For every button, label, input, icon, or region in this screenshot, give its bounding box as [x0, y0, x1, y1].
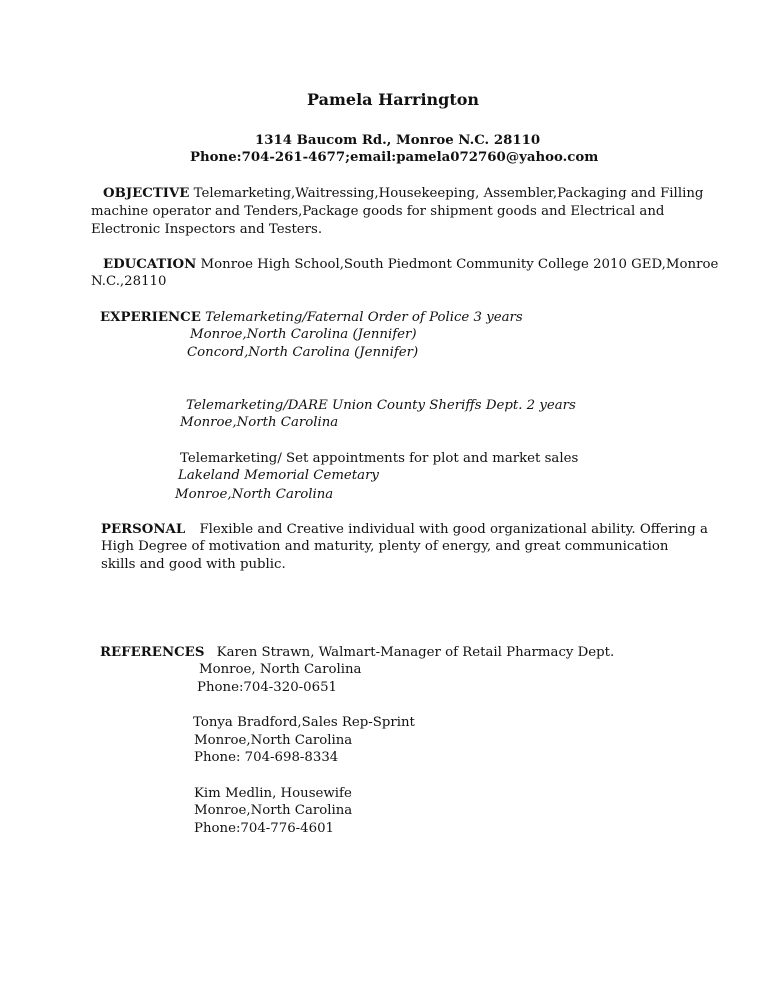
address-line: 1314 Baucom Rd., Monroe N.C. 28110 — [255, 133, 541, 148]
job-3-title: Telemarketing/ Set appointments for plot and market sales — [180, 451, 579, 466]
job-1-location-2: Concord,North Carolina (Jennifer) — [187, 345, 419, 360]
job-1-title: Telemarketing/Faternal Order of Police 3 years — [205, 310, 523, 325]
experience-label: EXPERIENCE — [100, 310, 201, 325]
reference-2-name: Tonya Bradford,Sales Rep-Sprint — [193, 715, 415, 730]
reference-3-name: Kim Medlin, Housewife — [194, 786, 352, 801]
education-text-line-2: N.C.,28110 — [91, 274, 167, 289]
objective-section — [91, 185, 703, 203]
experience-section — [100, 309, 523, 327]
reference-3-phone: Phone:704-776-4601 — [194, 821, 335, 836]
contact-line: Phone:704-261-4677;email:pamela072760@yahoo.com — [190, 150, 599, 165]
objective-text-line-2: machine operator and Tenders,Package goods for shipment goods and Electrical and — [91, 204, 665, 219]
job-3-employer: Lakeland Memorial Cemetary — [178, 468, 379, 483]
personal-text-line-3: skills and good with public. — [101, 557, 286, 572]
reference-1-name: Karen Strawn, Walmart-Manager of Retail Pharmacy Dept. — [216, 645, 615, 660]
job-3-location: Monroe,North Carolina — [175, 487, 334, 502]
reference-2-location: Monroe,North Carolina — [194, 733, 353, 748]
objective-label: OBJECTIVE — [103, 186, 190, 201]
reference-1-phone: Phone:704-320-0651 — [197, 680, 338, 695]
reference-3-location: Monroe,North Carolina — [194, 803, 353, 818]
education-label: EDUCATION — [103, 257, 197, 272]
education-section — [91, 256, 718, 274]
objective-text-line-3: Electronic Inspectors and Testers. — [91, 222, 323, 237]
job-2-location: Monroe,North Carolina — [180, 415, 339, 430]
reference-2-phone: Phone: 704-698-8334 — [194, 750, 339, 765]
reference-1-location: Monroe, North Carolina — [199, 662, 362, 677]
education-text-line-1: Monroe High School,South Piedmont Community College 2010 GED,Monroe — [200, 257, 719, 272]
job-2-title: Telemarketing/DARE Union County Sheriffs Dept. 2 years — [186, 398, 576, 413]
personal-label: PERSONAL — [101, 522, 186, 537]
personal-text-line-1: Flexible and Creative individual with good organizational ability. Offering a — [199, 522, 708, 537]
references-label: REFERENCES — [100, 645, 205, 660]
applicant-name: Pamela Harrington — [307, 90, 480, 109]
personal-text-line-2: High Degree of motivation and maturity, plenty of energy, and great communication — [101, 539, 669, 554]
objective-text-line-1: Telemarketing,Waitressing,Housekeeping, Assembler,Packaging and Filling — [193, 186, 704, 201]
job-1-location: Monroe,North Carolina (Jennifer) — [190, 327, 417, 342]
references-section — [100, 644, 614, 662]
personal-section — [101, 521, 708, 539]
